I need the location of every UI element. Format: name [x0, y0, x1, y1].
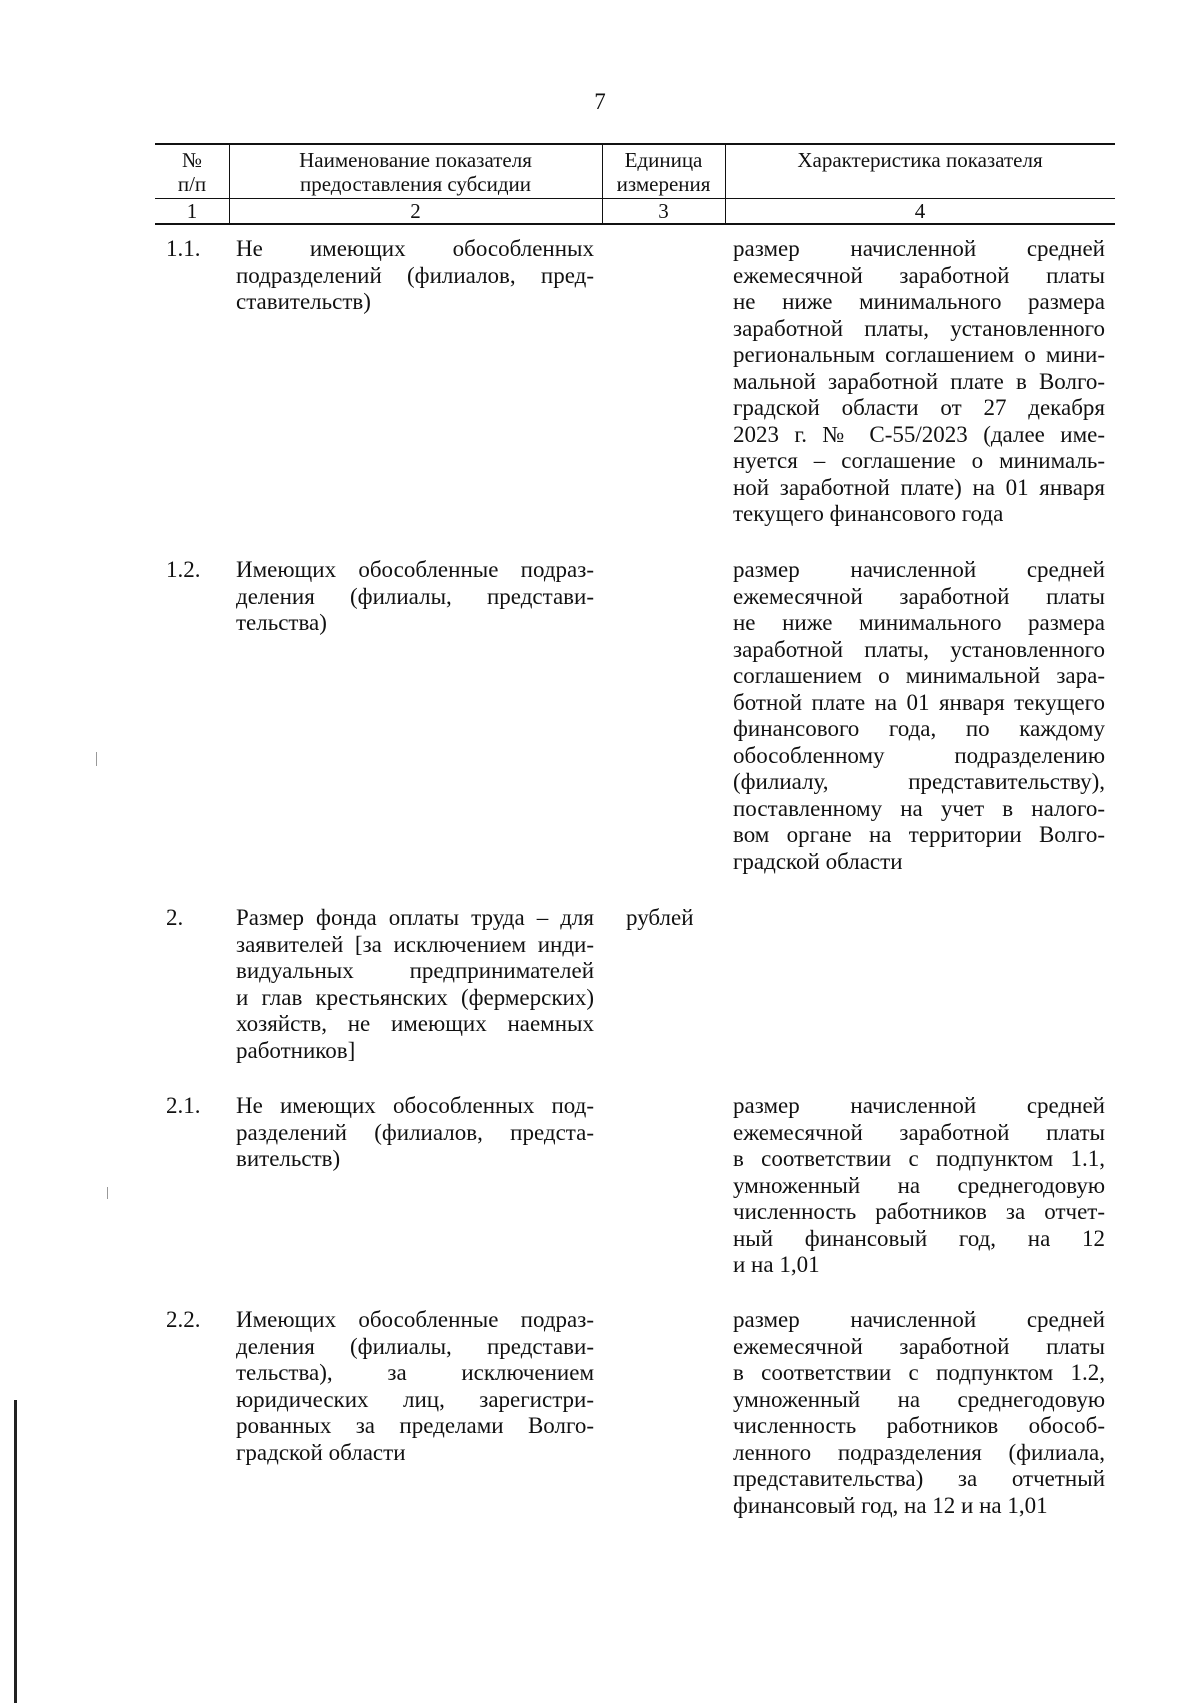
row-characteristic-line: ной заработной плате) на 01 января [733, 474, 1105, 500]
header-top-border [155, 143, 1115, 145]
row-characteristic-line: ежемесячной заработной платы [733, 262, 1105, 288]
row-characteristic-line: ежемесячной заработной платы [733, 1119, 1105, 1145]
row-name-line: и глав крестьянских (фермерских) [236, 984, 594, 1010]
row-name-line: градской области [236, 1439, 406, 1465]
row-characteristic-line: региональным соглашением о мини- [733, 342, 1105, 367]
row-characteristic-line: мальной заработной плате в Волго- [733, 368, 1105, 394]
row-characteristic-line: ленного подразделения (филиала, [733, 1439, 1105, 1465]
row-characteristic-line: заработной платы, установленного [733, 315, 1105, 341]
row-characteristic-line: заработной платы, установленного [733, 636, 1105, 662]
row-number: 1.1. [166, 236, 201, 261]
row-characteristic-line: численность работников за отчет- [733, 1199, 1105, 1224]
column-number-4: 4 [914, 199, 926, 223]
header-unit [602, 148, 725, 196]
row-characteristic-line: соглашением о минимальной зара- [733, 663, 1105, 688]
row-number: 2. [166, 905, 184, 930]
scan-speck [96, 752, 97, 766]
row-characteristic-line: размер начисленной средней [733, 1093, 1105, 1118]
header-bottom-border [155, 223, 1115, 225]
row-characteristic [733, 1307, 1105, 1519]
row-characteristic-line: финансового года, по каждому [733, 716, 1105, 741]
row-name-line: тельства), за исключением [236, 1360, 594, 1385]
row-characteristic [733, 236, 1105, 528]
row-characteristic-line: поставленному на учет в налого- [733, 795, 1105, 821]
row-characteristic-line: ботной плате на 01 января текущего [733, 689, 1105, 715]
row-name-line: Не имеющих обособленных под- [236, 1093, 594, 1118]
row-characteristic-line: не ниже минимального размера [733, 610, 1105, 635]
row-characteristic-line: нуется – соглашение о минималь- [733, 448, 1105, 473]
row-number: 1.2. [166, 557, 201, 582]
row-name-line: рованных за пределами Волго- [236, 1413, 594, 1438]
row-name-line: юридических лиц, зарегистри- [236, 1386, 594, 1412]
header-name-line-1: Наименование показателя [299, 148, 532, 172]
row-characteristic-line: (филиалу, представительству), [733, 769, 1105, 794]
row-characteristic-line: обособленному подразделению [733, 742, 1105, 768]
row-name-line: видуальных предпринимателей [236, 958, 594, 983]
row-number: 2.2. [166, 1307, 201, 1332]
row-characteristic-line: финансовый год, на 12 и на 1,01 [733, 1492, 1048, 1518]
row-characteristic-line: текущего финансового года [733, 501, 1004, 526]
header-characteristic-line-1: Характеристика показателя [797, 148, 1043, 172]
row-characteristic-line: ный финансовый год, на 12 [733, 1225, 1105, 1251]
row-name [236, 557, 594, 637]
header-no [155, 148, 229, 196]
row-name-line: Размер фонда оплаты труда – для [236, 905, 594, 930]
row-name-line: ставительств) [236, 289, 371, 314]
row-name-line: хозяйств, не имеющих наемных [236, 1011, 594, 1036]
row-name-line: заявителей [за исключением инди- [236, 931, 594, 957]
row-characteristic [733, 557, 1105, 875]
row-name-line: работников] [236, 1037, 356, 1063]
row-name-line: деления (филиалы, представи- [236, 1333, 594, 1359]
row-characteristic-line: в соответствии с подпунктом 1.1, [733, 1146, 1105, 1171]
column-number-2: 2 [410, 199, 421, 223]
row-characteristic-line: градской области [733, 848, 903, 874]
row-name-line: подразделений (филиалов, пред- [236, 262, 594, 288]
row-characteristic-line: 2023 г. № С-55/2023 (далее име- [733, 421, 1105, 447]
row-characteristic-line: умноженный на среднегодовую [733, 1386, 1105, 1412]
row-characteristic-line: размер начисленной средней [733, 236, 1105, 261]
row-characteristic-line: в соответствии с подпунктом 1.2, [733, 1360, 1105, 1385]
row-name-line: деления (филиалы, представи- [236, 583, 594, 609]
column-number-1: 1 [186, 199, 198, 223]
row-name [236, 905, 594, 1064]
row-characteristic-line: и на 1,01 [733, 1252, 820, 1277]
header-no-line-1: № [181, 148, 203, 172]
row-name-line: Имеющих обособленные подраз- [236, 1307, 594, 1332]
header-unit-line-2: измерения [616, 172, 711, 196]
row-name-line: вительств) [236, 1146, 341, 1171]
row-characteristic-line: умноженный на среднегодовую [733, 1172, 1105, 1198]
row-name-line: разделений (филиалов, предста- [236, 1119, 594, 1145]
header-characteristic [725, 148, 1115, 172]
row-name [236, 1093, 594, 1173]
scan-edge-mark [14, 1400, 17, 1703]
row-name-line: Имеющих обособленные подраз- [236, 557, 594, 582]
page-number: 7 [594, 89, 606, 114]
scan-speck [107, 1187, 108, 1199]
row-characteristic-line: представительства) за отчетный [733, 1466, 1105, 1491]
row-characteristic [733, 1093, 1105, 1279]
header-mid-border [155, 198, 1115, 199]
row-characteristic-line: вом органе на территории Волго- [733, 822, 1105, 847]
header-unit-line-1: Единица [624, 148, 703, 172]
row-characteristic-line: не ниже минимального размера [733, 289, 1105, 314]
row-number: 2.1. [166, 1093, 201, 1118]
row-characteristic-line: размер начисленной средней [733, 1307, 1105, 1332]
row-name [236, 236, 594, 316]
row-characteristic-line: численность работников обособ- [733, 1413, 1105, 1438]
header-no-line-2: п/п [177, 172, 207, 196]
row-characteristic-line: размер начисленной средней [733, 557, 1105, 582]
row-characteristic-line: ежемесячной заработной платы [733, 1333, 1105, 1359]
row-name-line: тельства) [236, 610, 327, 635]
header-name [229, 148, 602, 196]
row-characteristic-line: ежемесячной заработной платы [733, 583, 1105, 609]
header-name-line-2: предоставления субсидии [299, 172, 532, 196]
row-characteristic-line: градской области от 27 декабря [733, 395, 1105, 420]
row-name-line: Не имеющих обособленных [236, 236, 594, 261]
column-number-3: 3 [658, 199, 669, 223]
row-unit: рублей [626, 905, 694, 930]
row-name [236, 1307, 594, 1466]
